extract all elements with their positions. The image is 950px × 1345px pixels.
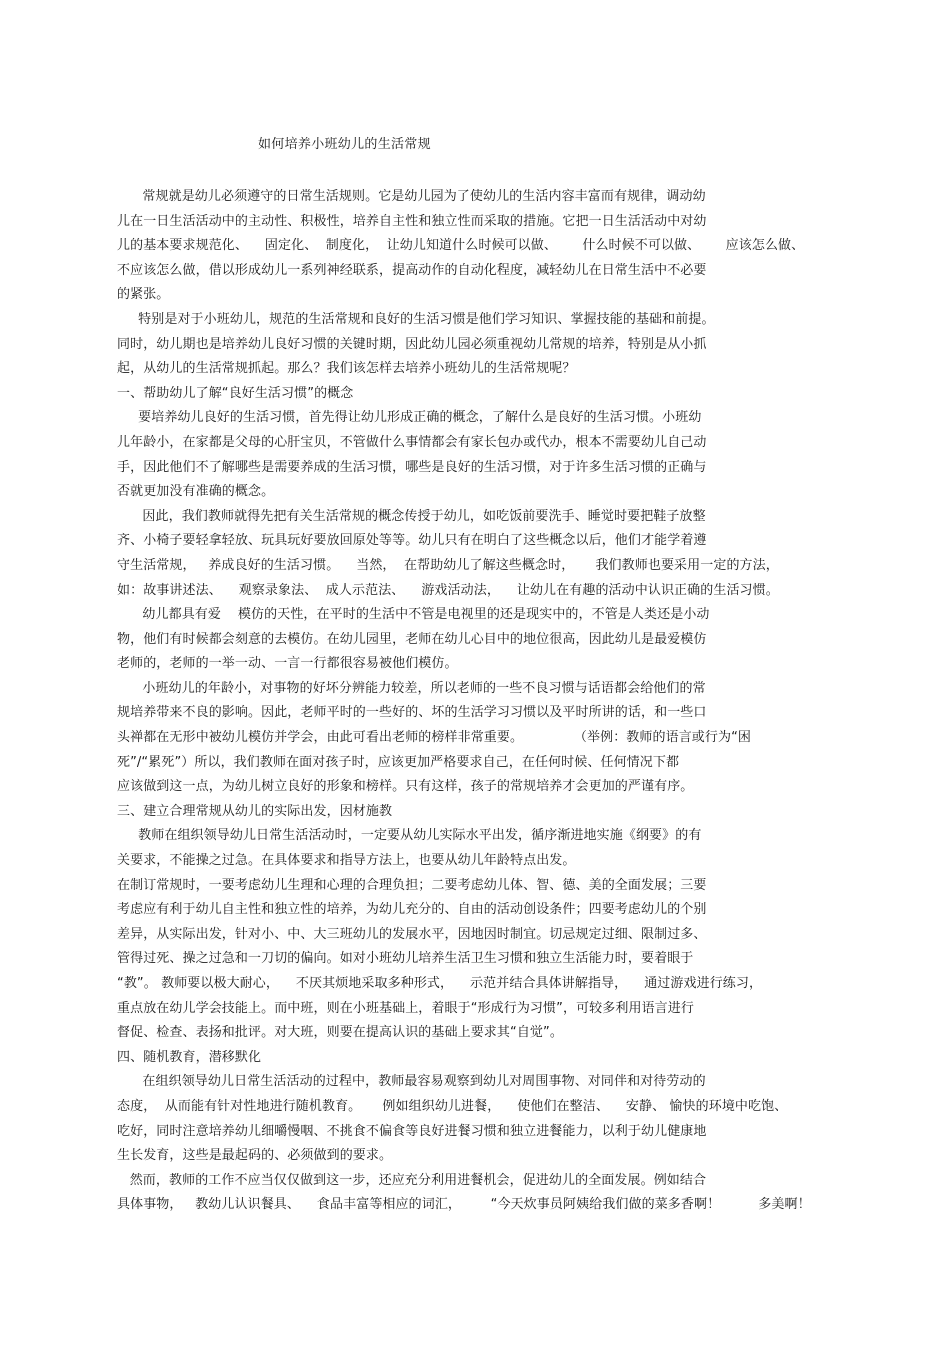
text-line: 一、帮助幼儿了解“良好生活习惯”的概念 [117,385,354,401]
text-line: 重点放在幼儿学会技能上。而中班，则在小班基础上，着眼于“形成行为习惯”，可较多利用语言进行 [117,1000,694,1016]
text-line: 教师在组织领导幼儿日常生活活动时，一定要从幼儿实际水平出发，循序渐进地实施《纲要》的有 [117,828,702,844]
text-line: 否就更加没有准确的概念。 [117,484,275,500]
text-line: 儿年龄小，在家都是父母的心肝宝贝，不管做什么事情都会有家长包办或代办，根本不需要幼儿自己动 [117,434,707,450]
text-line: 关要求，不能操之过急。在具体要求和指导方法上，也要从幼儿年龄特点出发。 [117,853,576,869]
text-line: 头禅都在无形中被幼儿模仿并学会，由此可看出老师的榜样非常重要。 （举例：教师的语言或行为“困 [117,730,752,746]
text-line: 同时，幼儿期也是培养幼儿良好习惯的关键时期，因此幼儿园必须重视幼儿常规的培养，特别是从小抓 [117,336,707,352]
text-line: 在制订常规时，一要考虑幼儿生理和心理的合理负担；二要考虑幼儿体、智、德、美的全面发展；三要 [117,877,707,893]
text-line: 因此，我们教师就得先把有关生活常规的概念传授于幼儿，如吃饭前要洗手、睡觉时要把鞋子放整 [117,508,706,524]
text-line: 如：故事讲述法、 观察录象法、 成人示范法、 游戏活动法， 让幼儿在有趣的活动中认识正确的生活习惯。 [117,582,779,598]
text-line: 儿的基本要求规范化、 固定化、 制度化， 让幼儿知道什么时候可以做、 什么时候不可以做、 应该怎么做、 [117,238,805,254]
text-line: 幼儿都具有爱 模仿的天性，在平时的生活中不管是电视里的还是现实中的，不管是人类还是小动 [117,607,710,623]
text-line: 吃好，同时注意培养幼儿细嚼慢咽、不挑食不偏食等良好进餐习惯和独立进餐能力，以利于幼儿健康地 [117,1123,707,1139]
text-line: 督促、检查、表扬和批评。对大班，则要在提高认识的基础上要求其“自觉”。 [117,1025,563,1041]
text-line: 特别是对于小班幼儿，规范的生活常规和良好的生活习惯是他们学习知识、掌握技能的基础和前提。 [117,311,715,327]
text-line: 然而，教师的工作不应当仅仅做到这一步，还应充分利用进餐机会，促进幼儿的全面发展。例如结合 [117,1172,707,1188]
document-title: 如何培养小班幼儿的生活常规 [258,137,431,152]
text-line: 齐、小椅子要轻拿轻放、玩具玩好要放回原处等等。幼儿只有在明白了这些概念以后，他们才能学着遵 [117,533,707,549]
text-line: 管得过死、操之过急和一刀切的偏向。如对小班幼儿培养生活卫生习惯和独立生活能力时，要着眼于 [117,951,694,967]
text-line: 的紧张。 [117,287,170,303]
text-line: 物，他们有时候都会刻意的去模仿。在幼儿园里，老师在幼儿心目中的地位很高，因此幼儿是最爱模仿 [117,631,707,647]
text-line: 态度， 从而能有针对性地进行随机教育。 例如组织幼儿进餐， 使他们在整洁、 安静、 愉快的环境中吃饱、 [117,1098,788,1114]
text-line: 应该做到这一点，为幼儿树立良好的形象和榜样。只有这样，孩子的常规培养才会更加的严谨有序。 [117,779,694,795]
text-line: 儿在一日生活活动中的主动性、积极性，培养自主性和独立性而采取的措施。它把一日生活活动中对幼 [117,213,707,229]
text-line: 三、建立合理常规从幼儿的实际出发，因材施教 [117,803,393,819]
text-line: 在组织领导幼儿日常生活活动的过程中，教师最容易观察到幼儿对周围事物、对同伴和对待劳动的 [117,1074,706,1090]
text-line: 常规就是幼儿必须遵守的日常生活规则。它是幼儿园为了使幼儿的生活内容丰富而有规律，调动幼 [117,189,706,204]
text-line: 四、随机教育，潜移默化 [117,1049,262,1065]
text-line: 要培养幼儿良好的生活习惯，首先得让幼儿形成正确的概念，了解什么是良好的生活习惯。小班幼 [117,410,702,426]
text-line: 差异，从实际出发，针对小、中、大三班幼儿的发展水平，因地因时制宜。切忌规定过细、限制过多、 [117,926,707,942]
text-line: 手，因此他们不了解哪些是需要养成的生活习惯，哪些是良好的生活习惯，对于许多生活习惯的正确与 [117,459,707,475]
text-line: 生长发育，这些是最起码的、必须做到的要求。 [117,1148,393,1164]
text-line: 规培养带来不良的影响。因此，老师平时的一些好的、坏的生活学习习惯以及平时所讲的话，和一些口 [117,705,707,721]
text-line: 小班幼儿的年龄小，对事物的好坏分辨能力较差，所以老师的一些不良习惯与话语都会给他们的常 [117,680,706,696]
text-line: 不应该怎么做，借以形成幼儿一系列神经联系，提高动作的自动化程度，减轻幼儿在日常生活中不必要 [117,262,707,278]
text-line: 守生活常规， 养成良好的生活习惯。 当然， 在帮助幼儿了解这些概念时， 我们教师也要采用一定的方法， [117,557,779,573]
text-line: 老师的，老师的一举一动、一言一行都很容易被他们模仿。 [117,656,458,672]
text-line: 起，从幼儿的生活常规抓起。那么？我们该怎样去培养小班幼儿的生活常规呢？ [117,361,576,377]
text-line: 考虑应有利于幼儿自主性和独立性的培养，为幼儿充分的、自由的活动创设条件；四要考虑幼儿的个别 [117,902,707,918]
document-body [117,185,829,1218]
text-line: 死”/“累死”）所以，我们教师在面对孩子时，应该更加严格要求自己，在任何时候、任何情况下都 [117,754,680,770]
text-line: “教”。 教师要以极大耐心， 不厌其烦地采取多种形式， 示范并结合具体讲解指导， 通过游戏进行练习， [117,976,763,991]
text-line: 具体事物， 教幼儿认识餐具、 食品丰富等相应的词汇， “今天炊事员阿姨给我们做的菜多香啊！ 多美啊！ [117,1197,811,1213]
